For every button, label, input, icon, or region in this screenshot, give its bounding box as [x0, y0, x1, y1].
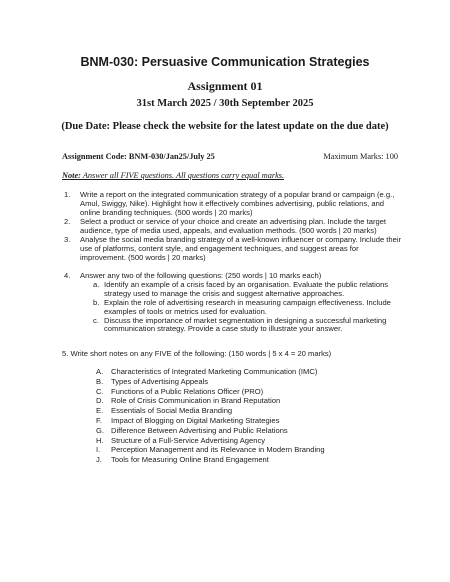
- list-text: Impact of Blogging on Digital Marketing Strategies: [111, 415, 280, 425]
- list-text: Essentials of Social Media Branding: [111, 406, 233, 416]
- list-text: Role of Crisis Communication in Brand Reputation: [111, 396, 281, 406]
- session-dates: 31st March 2025 / 30th September 2025: [136, 98, 314, 109]
- assignment-code: Assignment Code: BNM-030/Jan25/July 25: [62, 152, 215, 161]
- list-item: [96, 426, 325, 436]
- question-5-heading: 5. Write short notes on any FIVE of the following: (150 words | 5 x 4 = 20 marks): [62, 349, 332, 358]
- question-4: [64, 272, 404, 334]
- list-item: [96, 416, 325, 426]
- list-letter: G.: [96, 425, 105, 435]
- list-text: Tools for Measuring Online Brand Engagement: [111, 455, 269, 465]
- list-letter: B.: [96, 376, 104, 386]
- list-letter: H.: [96, 435, 104, 445]
- question-number: 1.: [64, 190, 71, 199]
- list-item: [96, 396, 325, 406]
- list-text: Types of Advertising Appeals: [111, 376, 209, 386]
- list-text: Structure of a Full-Service Advertising Agency: [111, 435, 266, 445]
- short-notes-list: [96, 367, 325, 465]
- assignment-info-line: [62, 152, 398, 161]
- list-text: Perception Management and its Relevance in Modern Branding: [111, 445, 325, 455]
- list-letter: A.: [96, 367, 104, 376]
- question-text: Answer any two of the following questions: (250 words | 10 marks each): [80, 271, 322, 280]
- list-item: [96, 436, 325, 446]
- note-text: Answer all FIVE questions. All questions carry equal marks.: [80, 171, 285, 180]
- list-letter: C.: [96, 386, 104, 396]
- question-number: 3.: [64, 235, 71, 244]
- question-number: 4.: [64, 271, 71, 280]
- list-text: Difference Between Advertising and Public Relations: [111, 425, 288, 435]
- assignment-heading: Assignment 01: [187, 79, 263, 93]
- list-letter: E.: [96, 406, 104, 416]
- list-item: [96, 367, 325, 377]
- question-text: Select a product or service of your choice and create an advertising plan. Include the target audience, type of media used, appeals, and evaluation methods. (500 words | 20 marks): [80, 217, 387, 235]
- instructions-note: [62, 171, 284, 180]
- due-date-note: (Due Date: Please check the website for the latest update on the due date): [61, 121, 389, 132]
- sub-question-letter: c.: [93, 315, 99, 325]
- sub-question-letter: b.: [93, 297, 100, 307]
- question-text: Write a report on the integrated communication strategy of a popular brand or campaign (e.g., Amul, Swiggy, Nike). Highlight how it effectively combines advertising, public relations, and online branding techniques. (500 words | 20 marks): [80, 190, 395, 217]
- list-item: [96, 377, 325, 387]
- sub-question-c: [93, 315, 404, 335]
- list-letter: I.: [96, 445, 101, 455]
- sub-question-letter: a.: [93, 279, 100, 289]
- list-item: [96, 455, 325, 465]
- list-letter: F.: [96, 415, 102, 425]
- question-1: [64, 191, 404, 218]
- maximum-marks: Maximum Marks: 100: [323, 152, 398, 161]
- question-2: [64, 218, 404, 236]
- sub-question-text: Explain the role of advertising research in measuring campaign effectiveness. Include examples of tools or metrics used for evaluation.: [104, 297, 391, 316]
- course-title: BNM-030: Persuasive Communication Strategies: [80, 55, 370, 69]
- list-item: [96, 406, 325, 416]
- sub-question-a: [93, 279, 404, 299]
- question-number: 2.: [64, 217, 71, 226]
- list-letter: D.: [96, 396, 104, 406]
- list-item: [96, 445, 325, 455]
- note-label: Note:: [62, 171, 81, 180]
- question-3: [64, 236, 404, 263]
- list-text: Functions of a Public Relations Officer (PRO): [111, 386, 264, 396]
- sub-question-b: [93, 297, 404, 317]
- sub-question-text: Discuss the importance of market segmentation in designing a successful marketing communication strategy. Provide a case study to illustrate your answer.: [104, 315, 387, 334]
- list-item: [96, 387, 325, 397]
- question-text: Analyse the social media branding strategy of a well-known influencer or company. Include their use of platforms, content style, and engagement techniques, and suggest areas for improvement. (500 words | 20 marks): [80, 235, 402, 262]
- list-letter: J.: [96, 455, 102, 465]
- sub-question-text: Identify an example of a crisis faced by an organisation. Evaluate the public relations strategy used to manage the crisis and suggest alternative approaches.: [104, 279, 389, 298]
- list-text: Characteristics of Integrated Marketing Communication (IMC): [111, 367, 318, 376]
